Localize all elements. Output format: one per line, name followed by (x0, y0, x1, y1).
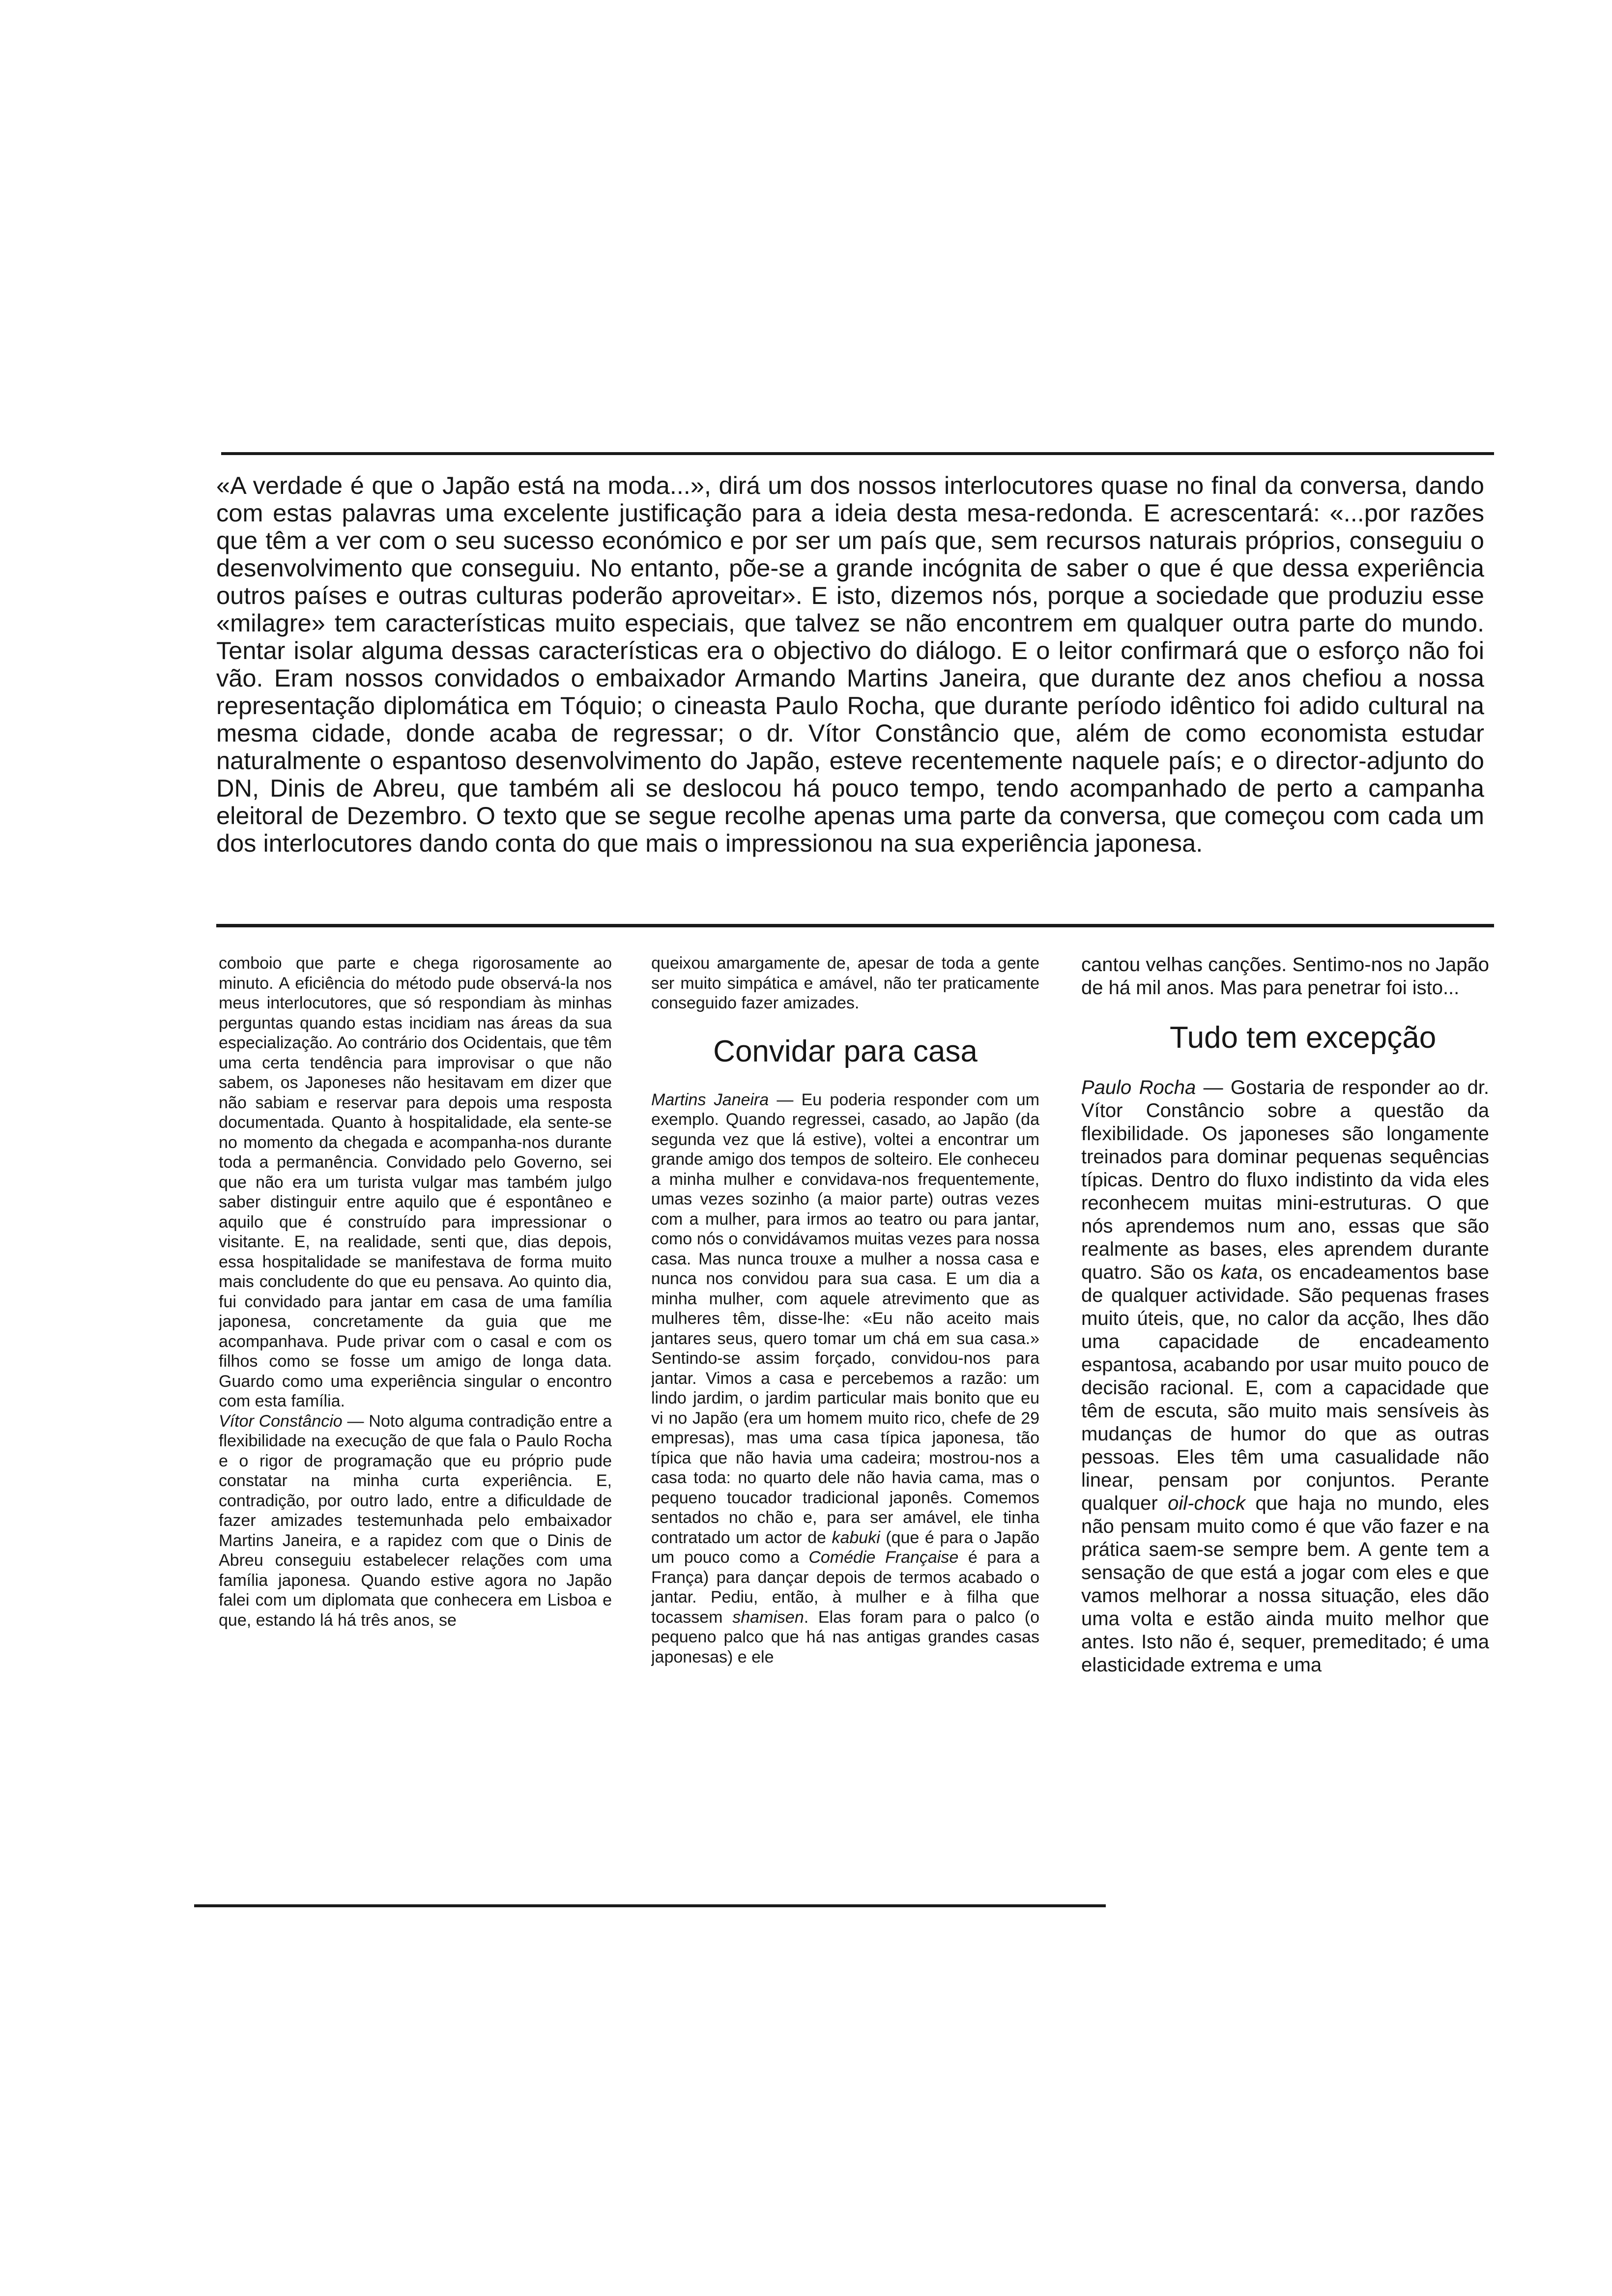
speaker-martins-janeira: Martins Janeira (651, 1090, 769, 1109)
speaker-vitor-constancio: Vítor Constâncio (219, 1411, 343, 1431)
term-comedie-francaise: Comédie Française (808, 1548, 959, 1567)
subhead-convidar-para-casa: Convidar para casa (713, 1034, 978, 1068)
top-rule (221, 452, 1494, 455)
col3-paragraph-1: cantou velhas canções. Sentimo-nos no Japão de há mil anos. Mas para penetrar foi isto... (1081, 954, 1489, 999)
middle-rule (216, 924, 1494, 927)
term-kata: kata (1220, 1262, 1258, 1283)
column-3 (1081, 953, 1489, 1887)
column-2 (651, 953, 1039, 1887)
col1-paragraph-2 (219, 1411, 612, 1631)
col3-paragraph-2 (1081, 1076, 1489, 1677)
col2-text-c: é para a França) para dançar depois de termos acabado o jantar. Pediu, então, à mulher e à filha que tocassem (651, 1548, 1039, 1627)
col3-text-c: que haja no mundo, eles não pensam muito como é que vão fazer e na prática saem-se sempre bem. A gente tem a sensação de que está a jogar com eles e que vamos melhorar a nossa situação, eles dão uma volta e estão ainda muito melhor que antes. Isto não é, sequer, premeditado; é uma elasticidade extrema e uma (1081, 1492, 1489, 1676)
col1-paragraph-2-text: — Noto alguma contradição entre a flexibilidade na execução de que fala o Paulo Rocha e o rigor de programação que eu próprio pude constatar na minha curta experiência. E, contradição, por outro lado, entre a dificuldade de fazer amizades testemunhada pelo embaixador Martins Janeira, e a rapidez com que o Dinis de Abreu conseguiu estabelecer relações com uma família japonesa. Quando estive agora no Japão falei com um diplomata que conhecera em Lisboa e que, estando lá há três anos, se (219, 1411, 612, 1630)
col2-text-d: . Elas foram para o palco (o pequeno palco que há nas antigas grandes casas japonesas) e ele (651, 1607, 1039, 1666)
col2-text-b: (que é para o Japão um pouco como a (651, 1528, 1039, 1567)
col2-text-a: — Eu poderia responder com um exemplo. Quando regressei, casado, ao Japão (da segunda vez que lá estive), voltei a encontrar um grande amigo dos tempos de solteiro. Ele conheceu a minha mulher e convidava-nos frequentemente, umas vezes sozinho (a maior parte) outras vezes com a mulher, para irmos ao teatro ou para jantar, como nós o convidávamos muitas vezes para nossa casa. Mas nunca trouxe a mulher a nossa casa e nunca nos convidou para sua casa. E um dia a minha mulher, com aquele atrevimento que as mulheres têm, disse-lhe: «Eu não aceito mais jantares seus, quero tomar um chá em sua casa.» Sentindo-se assim forçado, convidou-nos para jantar. Vimos a casa e percebemos a razão: um lindo jardim, o jardim particular mais bonito que eu vi no Japão (era um homem muito rico, chefe de 29 empresas), mas uma casa típica japonesa, tão típica que não havia uma cadeira; mostrou-nos a casa toda: no quarto dele não havia cama, mas o pequeno toucador tradicional japonês. Comemos sentados no chão e, para ser amável, ele tinha contratado um actor de (651, 1090, 1039, 1547)
col1-paragraph-1: comboio que parte e chega rigorosamente ao minuto. A eficiência do método pude observá-la nos meus interlocutores, que só respondiam às minhas perguntas quando estas incidiam nas áreas da sua especialização. Ao contrário dos Ocidentais, que têm uma certa tendência para improvisar o que não sabem, os Japoneses não hesitavam em dizer que não sabiam e reservar para depois uma resposta documentada. Quanto à hospitalidade, ela sente-se no momento da chegada e acompanha-nos durante toda a permanência. Convidado pelo Governo, sei que não era um turista vulgar mas também julgo saber distinguir entre aquilo que é espontâneo e aquilo que é construído para impressionar o visitante. E, na realidade, senti que, dias depois, essa hospitalidade se manifestava de forma muito mais concludente do que eu pensava. Ao quinto dia, fui convidado para jantar em casa de uma família japonesa, concretamente da guia que me acompanhava. Pude privar com o casal e com os filhos como se fosse um amigo de longa data. Guardo como uma experiência singular o encontro com esta família. (219, 954, 612, 1410)
intro-paragraph: «A verdade é que o Japão está na moda...», dirá um dos nossos interlocutores quase no final da conversa, dando com estas palavras uma excelente justificação para a ideia desta mesa-redonda. E acrescentará: «...por razões que têm a ver com o seu sucesso económico e por ser um país que, sem recursos naturais próprios, conseguiu o desenvolvimento que conseguiu. No entanto, põe-se a grande incógnita de saber o que é que dessa experiência outros países e outras culturas poderão aproveitar». E isto, dizemos nós, porque a sociedade que produziu esse «milagre» tem características muito especiais, que talvez se não encontrem em qualquer outra parte do mundo. Tentar isolar alguma dessas características era o objectivo do diálogo. E o leitor confirmará que o esforço não foi vão. Eram nossos convidados o embaixador Armando Martins Janeira, que durante dez anos chefiou a nossa representação diplomática em Tóquio; o cineasta Paulo Rocha, que durante período idêntico foi adido cultural na mesma cidade, donde acaba de regressar; o dr. Vítor Constâncio que, além de como economista estudar naturalmente o espantoso desenvolvimento do Japão, esteve recentemente naquele país; e o director-adjunto do DN, Dinis de Abreu, que também ali se deslocou há pouco tempo, tendo acompanhado de perto a campanha eleitoral de Dezembro. O texto que se segue recolhe apenas uma parte da conversa, que começou com cada um dos interlocutores dando conta do que mais o impressionou na sua experiência japonesa. (216, 471, 1484, 857)
subhead-tudo-tem-excepcao: Tudo tem excepção (1170, 1021, 1437, 1055)
column-1 (219, 953, 612, 1887)
term-shamisen: shamisen (732, 1607, 804, 1627)
term-kabuki: kabuki (832, 1528, 880, 1547)
col2-paragraph-1: queixou amargamente de, apesar de toda a gente ser muito simpática e amável, não ter praticamente conseguido fazer amizades. (651, 954, 1039, 1012)
speaker-paulo-rocha: Paulo Rocha (1081, 1077, 1196, 1098)
col3-text-a: — Gostaria de responder ao dr. Vítor Constâncio sobre a questão da flexibilidade. Os japoneses são longamente treinados para dominar pequenas sequências típicas. Dentro do fluxo indistinto da vida eles reconhecem muitas mini-estruturas. O que nós aprendemos num ano, essas que são realmente as bases, eles aprendem durante quatro. São os (1081, 1077, 1489, 1283)
bottom-rule (194, 1904, 1106, 1907)
col3-text-b: , os encadeamentos base de qualquer actividade. São pequenas frases muito úteis, que, no calor da acção, lhes dão uma capacidade de encadeamento espantosa, acabando por usar muito pouco de decisão racional. E, com a capacidade que têm de escuta, são muito mais sensíveis às mudanças de humor do que as outras pessoas. Eles têm uma casualidade não linear, pensam por conjuntos. Perante qualquer (1081, 1262, 1489, 1514)
col2-paragraph-2 (651, 1090, 1039, 1667)
term-oil-chock: oil-chock (1168, 1492, 1245, 1514)
